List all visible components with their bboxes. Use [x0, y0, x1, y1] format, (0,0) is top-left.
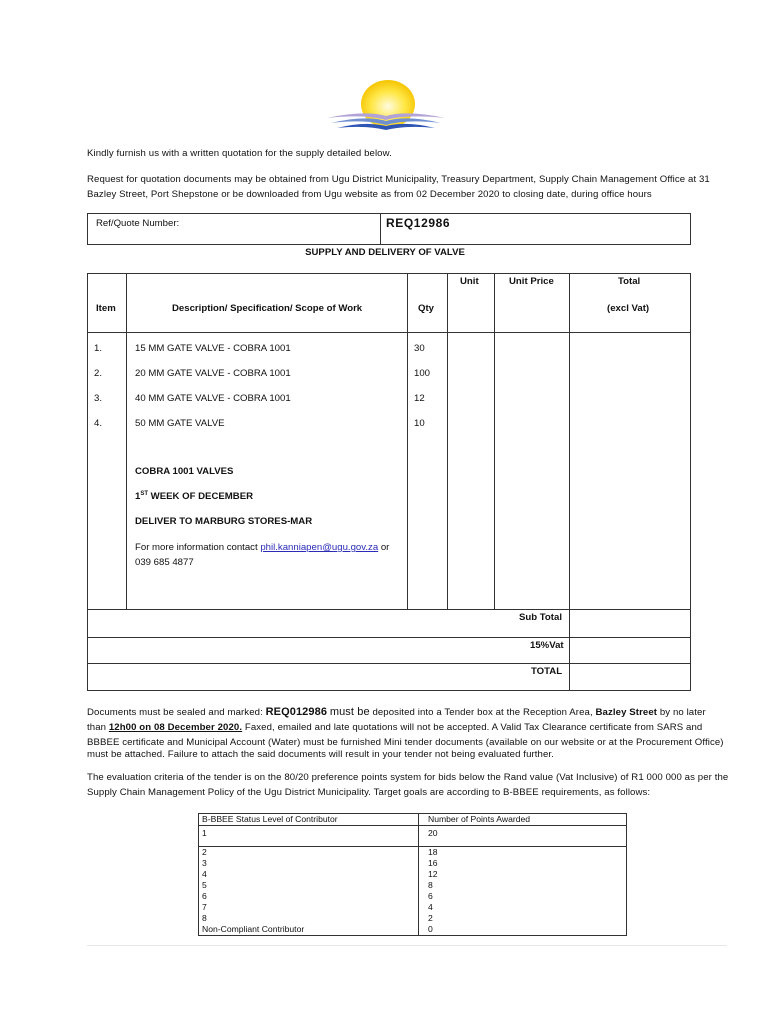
- bbbee-points-1: 20: [419, 826, 627, 847]
- contact-email-link[interactable]: phil.kanniapen@ugu.gov.za: [260, 542, 379, 553]
- evaluation-line-1: The evaluation criteria of the tender is on the 80/20 preference points system for bids below the Rand value (Vat Inclusive) of R1 000 000 as per the: [87, 772, 729, 783]
- row-1-description: 15 MM GATE VALVE - COBRA 1001: [135, 343, 291, 354]
- col-divider-unit: [494, 274, 495, 610]
- row-1-item: 1.: [94, 343, 103, 354]
- header-unit: Unit: [460, 276, 479, 287]
- intro-text: Kindly furnish us with a written quotation for the supply detailed below.: [87, 148, 392, 159]
- header-total: Total: [618, 276, 641, 287]
- row-4-description: 50 MM GATE VALVE: [135, 418, 225, 429]
- docs-line-2-a: than: [87, 722, 107, 733]
- docs-line-1-c: deposited into a Tender box at the Reception Area,: [372, 707, 593, 718]
- col-divider-description: [407, 274, 408, 610]
- bbbee-header-row: [199, 814, 627, 826]
- row-1-qty: 30: [414, 343, 425, 354]
- note-delivery-week: [135, 491, 253, 502]
- docs-line-2-b: Faxed, emailed and late quotations will not be accepted. A Valid Tax Clearance certificate from SARS and: [244, 722, 703, 733]
- row-2-item: 2.: [94, 368, 103, 379]
- header-divider: [88, 332, 690, 333]
- note-week-rest: WEEK OF DECEMBER: [148, 491, 254, 503]
- docs-ref: REQ012986: [265, 706, 328, 718]
- docs-deadline: 12h00 on 08 December 2020.: [108, 722, 243, 733]
- note-week-number: 1: [135, 491, 141, 503]
- contact-phone: 039 685 4877: [135, 557, 194, 568]
- document-title: SUPPLY AND DELIVERY OF VALVE: [305, 247, 465, 258]
- request-line-1: Request for quotation documents may be obtained from Ugu District Municipality, Treasury Department, Supply Chain Management Office at 31: [87, 174, 710, 185]
- docs-line-1: [87, 705, 706, 720]
- header-total-excl-vat: (excl Vat): [607, 303, 650, 314]
- bbbee-header-points: Number of Points Awarded: [419, 814, 627, 826]
- docs-line-2: [87, 720, 702, 735]
- subtotal-divider: [88, 609, 690, 610]
- row-2-description: 20 MM GATE VALVE - COBRA 1001: [135, 368, 291, 379]
- col-divider-qty: [447, 274, 448, 610]
- note-cobra: COBRA 1001 VALVES: [135, 466, 234, 477]
- row-2-qty: 100: [414, 368, 431, 379]
- subtotal-label: Sub Total: [519, 612, 562, 623]
- ref-divider: [380, 214, 381, 244]
- contact-prefix: For more information contact: [135, 542, 258, 553]
- col-divider-unit-price: [569, 274, 570, 690]
- total-divider: [88, 663, 690, 664]
- docs-line-3: BBBEE certificate and Municipal Account (Water) must be furnished Mini tender documents (available on our website or at the Procurement Office): [87, 737, 724, 748]
- note-week-suffix: ST: [140, 491, 149, 497]
- header-qty: Qty: [418, 303, 434, 314]
- bbbee-header-level: B-BBEE Status Level of Contributor: [199, 814, 419, 826]
- bbbee-points-list: 18 16 12 8 6 4 2 0: [419, 847, 627, 936]
- municipality-logo: [325, 80, 447, 132]
- total-label: TOTAL: [531, 666, 563, 677]
- docs-line-1-a: Documents must be sealed and marked:: [87, 707, 263, 718]
- bbbee-row-levels: [199, 847, 627, 936]
- bbbee-points-table: [198, 813, 627, 936]
- row-4-item: 4.: [94, 418, 103, 429]
- bbbee-row-level-1: [199, 826, 627, 847]
- row-3-description: 40 MM GATE VALVE - COBRA 1001: [135, 393, 291, 404]
- docs-bazley-street: Bazley Street: [595, 707, 658, 718]
- row-4-qty: 10: [414, 418, 425, 429]
- vat-divider: [88, 637, 690, 638]
- note-deliver-to: DELIVER TO MARBURG STORES-MAR: [135, 516, 313, 527]
- docs-must-be: must be: [329, 706, 370, 718]
- quotation-table: [87, 273, 691, 691]
- header-unit-price: Unit Price: [509, 276, 554, 287]
- evaluation-line-2: Supply Chain Management Policy of the Ugu District Municipality. Target goals are according to B-BBEE requirements, as follows:: [87, 787, 651, 798]
- contact-suffix: or: [380, 542, 390, 553]
- row-3-item: 3.: [94, 393, 103, 404]
- note-contact: [135, 542, 389, 553]
- row-3-qty: 12: [414, 393, 425, 404]
- bbbee-levels-list: 2 3 4 5 6 7 8 Non-Compliant Contributor: [199, 847, 419, 936]
- header-description: Description/ Specification/ Scope of Work: [172, 303, 363, 314]
- header-item: Item: [96, 303, 116, 314]
- col-divider-item: [126, 274, 127, 610]
- vat-label: 15%Vat: [530, 640, 564, 651]
- request-line-2: Bazley Street, Port Shepstone or be downloaded from Ugu website as from 02 December 2020 to closing date, during office hours: [87, 189, 652, 200]
- docs-line-4: must be attached. Failure to attach the said documents will result in your tender not being evaluated further.: [87, 749, 554, 760]
- bbbee-level-1: 1: [199, 826, 419, 847]
- page-bottom-rule: [87, 945, 727, 946]
- docs-line-1-d: by no later: [659, 707, 706, 718]
- ref-label: Ref/Quote Number:: [96, 218, 180, 229]
- ref-value: REQ12986: [386, 216, 451, 230]
- ref-number-box: [87, 213, 691, 245]
